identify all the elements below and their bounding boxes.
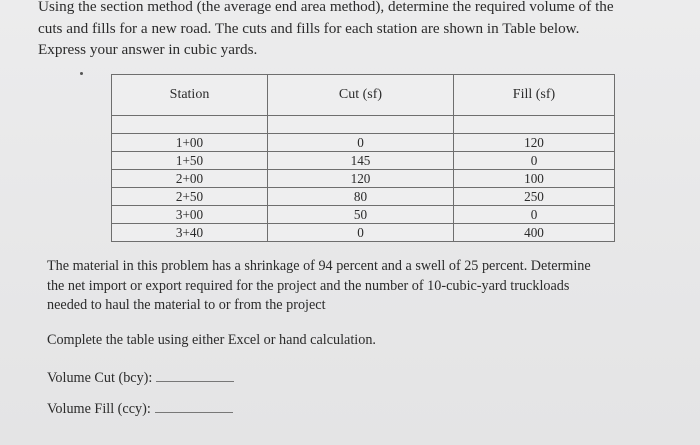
cell-cut: 0: [268, 224, 454, 242]
volume-cut-row: [47, 369, 234, 387]
header-station: Station: [112, 75, 268, 116]
table-row: [112, 170, 615, 188]
cell-fill: 0: [454, 152, 615, 170]
cell-cut: 50: [268, 206, 454, 224]
table-spacer: [112, 116, 615, 134]
cell-fill: 0: [454, 206, 615, 224]
cell-fill: 400: [454, 224, 615, 242]
cell-station: 1+00: [112, 134, 268, 152]
table-row: [112, 188, 615, 206]
cell-station: 3+00: [112, 206, 268, 224]
problem-intro: [38, 0, 678, 61]
cell-fill: 100: [454, 170, 615, 188]
cell-station: 1+50: [112, 152, 268, 170]
intro-line-3: Express your answer in cubic yards.: [38, 41, 258, 58]
body-line-3: needed to haul the material to or from the project: [47, 297, 326, 313]
volume-fill-row: [47, 400, 233, 418]
cell-station: 3+40: [112, 224, 268, 242]
table-row: [112, 224, 615, 242]
cell-station: 2+00: [112, 170, 268, 188]
cell-cut: 120: [268, 170, 454, 188]
table-row: [112, 152, 615, 170]
intro-line-1: Using the section method (the average end area method), determine the required volume of the: [38, 0, 614, 15]
cell-station: 2+50: [112, 188, 268, 206]
instruction-text: Complete the table using either Excel or hand calculation.: [47, 332, 376, 348]
body-line-1: The material in this problem has a shrinkage of 94 percent and a swell of 25 percent. Determine: [47, 258, 591, 274]
volume-fill-label: Volume Fill (ccy):: [47, 401, 151, 417]
cell-cut: 145: [268, 152, 454, 170]
station-table: [111, 74, 615, 242]
header-fill: Fill (sf): [454, 75, 615, 116]
cell-cut: 0: [268, 134, 454, 152]
cell-fill: 120: [454, 134, 615, 152]
volume-fill-blank[interactable]: [155, 400, 233, 413]
volume-cut-blank[interactable]: [156, 369, 234, 382]
table-header-row: [112, 75, 615, 116]
stray-dot: [80, 72, 83, 75]
cell-fill: 250: [454, 188, 615, 206]
volume-cut-label: Volume Cut (bcy):: [47, 370, 153, 386]
table-row: [112, 206, 615, 224]
intro-line-2: cuts and fills for a new road. The cuts and fills for each station are shown in Table below.: [38, 19, 580, 37]
cell-cut: 80: [268, 188, 454, 206]
body-line-2: the net import or export required for the project and the number of 10-cubic-yard truckloads: [47, 277, 570, 294]
header-cut: Cut (sf): [268, 75, 454, 116]
table-row: [112, 134, 615, 152]
problem-body: [47, 257, 647, 316]
